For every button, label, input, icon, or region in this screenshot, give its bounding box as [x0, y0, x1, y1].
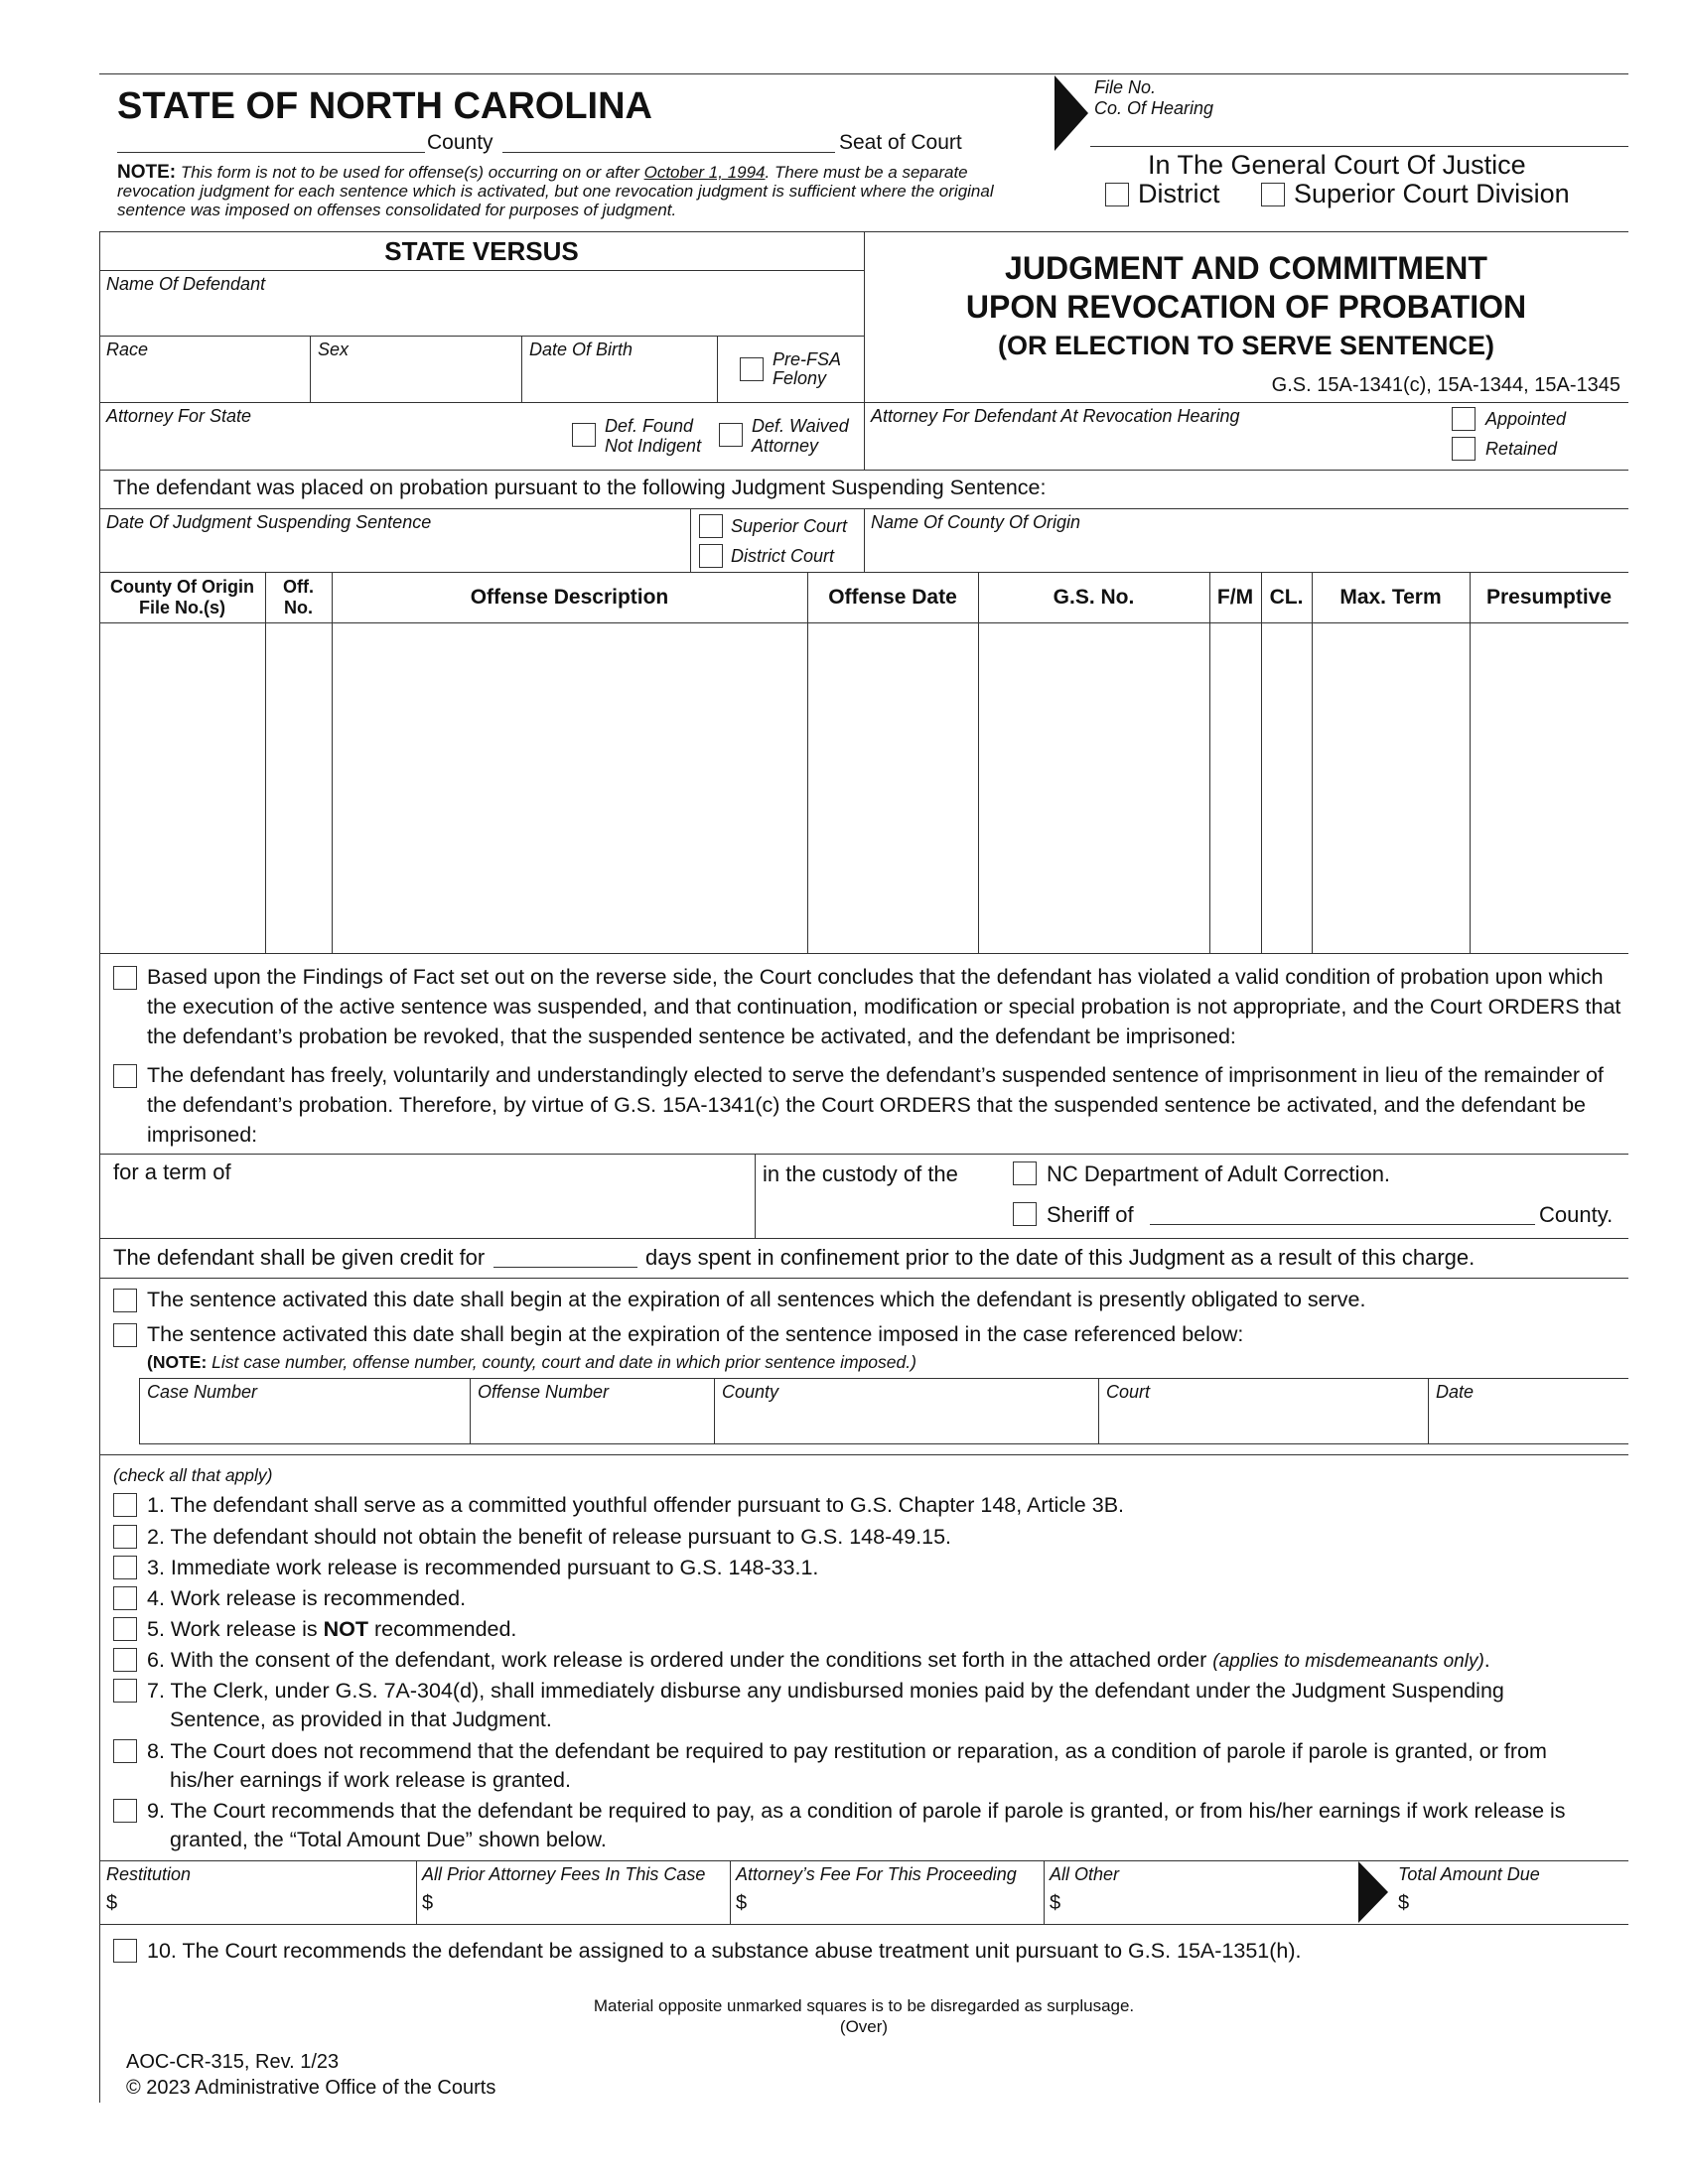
all-other-label: All Other	[1050, 1864, 1120, 1884]
condition-10-text: 10. The Court recommends the defendant be assigned to a substance abuse treatment unit pursuant to G.S. 15A-1351(h).	[147, 1939, 1302, 1963]
condition-2-checkbox[interactable]	[113, 1525, 137, 1549]
condition-5-text: 5. Work release is NOT recommended.	[147, 1617, 517, 1641]
over-note: (Over)	[839, 2017, 889, 2036]
begin-referenced-case-checkbox[interactable]	[113, 1323, 137, 1347]
district-checkbox[interactable]	[1105, 183, 1129, 206]
name-of-defendant-label: Name Of Defendant	[106, 274, 266, 294]
restitution-dollar[interactable]: $	[106, 1892, 118, 1914]
election-finding-text: The defendant has freely, voluntarily and understandingly elected to serve the defendant’s suspended sentence of imprisonment in lieu of the remainder of the defendant’s probation. Therefore, by virtue of G.S. 15A-1341(c) the Court ORDERS that the suspended sentence be activated, and the defendant be imprisoned:	[147, 1063, 1604, 1147]
nc-dac-checkbox[interactable]	[1013, 1161, 1037, 1185]
term-label: for a term of	[113, 1160, 231, 1184]
col-county-origin-1: County Of Origin	[110, 577, 254, 597]
form-id: AOC-CR-315, Rev. 1/23	[126, 2051, 340, 2073]
prior-date-label: Date	[1436, 1382, 1475, 1402]
def-found-label-1: Def. Found	[605, 416, 694, 436]
district-court-label: District Court	[731, 546, 835, 566]
def-waived-label-2: Attorney	[752, 436, 819, 456]
header-note-label: NOTE:	[117, 162, 177, 183]
condition-9-text: 9. The Court recommends that the defendant be required to pay, as a condition of parole if parole is granted, or from his/her earnings if work release is granted, the “Total Amount Due” shown below.	[147, 1799, 1566, 1851]
race-label: Race	[106, 340, 149, 359]
col-county-origin-2: File No.(s)	[138, 598, 225, 617]
def-waived-label-1: Def. Waived	[752, 416, 849, 436]
referenced-case-note: (NOTE: List case number, offense number, county, court and date in which prior sentence imposed.)	[147, 1352, 916, 1372]
form-title-line-1: JUDGMENT AND COMMITMENT	[1005, 250, 1487, 286]
retained-checkbox[interactable]	[1452, 437, 1476, 461]
seat-of-court-label: Seat of Court	[839, 131, 962, 154]
col-gs-no: G.S. No.	[1053, 586, 1135, 609]
condition-8-checkbox[interactable]	[113, 1739, 137, 1763]
co-of-hearing-label: Co. Of Hearing	[1094, 98, 1214, 118]
condition-6-text: 6. With the consent of the defendant, work release is ordered under the conditions set forth in the attached order (applies to misdemeanants only).	[147, 1648, 1490, 1672]
begin-all-sentences-text: The sentence activated this date shall begin at the expiration of all sentences which the defendant is presently obligated to serve.	[147, 1288, 1366, 1311]
pre-fsa-felony-checkbox[interactable]	[740, 357, 764, 381]
condition-3-text: 3. Immediate work release is recommended pursuant to G.S. 148-33.1.	[147, 1556, 819, 1579]
check-all-note: (check all that apply)	[113, 1465, 273, 1485]
state-versus-heading: STATE VERSUS	[384, 236, 579, 266]
retained-label: Retained	[1485, 439, 1558, 459]
superior-court-checkbox[interactable]	[699, 514, 723, 538]
county-label: County	[427, 131, 493, 154]
appointed-checkbox[interactable]	[1452, 407, 1476, 431]
col-cl: CL.	[1269, 586, 1304, 609]
total-amount-due-dollar[interactable]: $	[1398, 1892, 1410, 1914]
total-due-arrow-icon	[1358, 1861, 1388, 1923]
sex-label: Sex	[318, 340, 350, 359]
election-checkbox[interactable]	[113, 1064, 137, 1088]
date-of-birth-label: Date Of Birth	[529, 340, 633, 359]
condition-6-checkbox[interactable]	[113, 1648, 137, 1672]
credit-text-post: days spent in confinement prior to the date of this Judgment as a result of this charge.	[645, 1245, 1476, 1270]
probation-intro: The defendant was placed on probation pursuant to the following Judgment Suspending Sentence:	[113, 476, 1047, 499]
prior-attorney-fees-dollar[interactable]: $	[422, 1892, 434, 1914]
condition-10-checkbox[interactable]	[113, 1939, 137, 1963]
superior-division-checkbox[interactable]	[1261, 183, 1285, 206]
condition-1-text: 1. The defendant shall serve as a committed youthful offender pursuant to G.S. Chapter 148, Article 3B.	[147, 1493, 1125, 1517]
condition-9-checkbox[interactable]	[113, 1799, 137, 1823]
pre-fsa-label-2: Felony	[773, 368, 827, 388]
general-court-of-justice: In The General Court Of Justice	[1148, 150, 1526, 180]
credit-text-pre: The defendant shall be given credit for	[113, 1245, 486, 1270]
all-other-dollar[interactable]: $	[1050, 1892, 1061, 1914]
pre-fsa-label-1: Pre-FSA	[773, 349, 842, 369]
nc-dac-label: NC Department of Adult Correction.	[1047, 1161, 1391, 1186]
col-fm: F/M	[1216, 586, 1254, 609]
file-no-label: File No.	[1094, 77, 1157, 97]
col-max-term: Max. Term	[1339, 586, 1442, 609]
condition-1-checkbox[interactable]	[113, 1493, 137, 1517]
attorney-fee-dollar[interactable]: $	[736, 1892, 748, 1914]
appointed-label: Appointed	[1485, 409, 1567, 429]
date-of-judgment-label: Date Of Judgment Suspending Sentence	[106, 512, 432, 532]
district-court-checkbox[interactable]	[699, 544, 723, 568]
custody-label: in the custody of the	[763, 1161, 958, 1186]
begin-all-sentences-checkbox[interactable]	[113, 1289, 137, 1312]
col-offense-date: Offense Date	[828, 586, 957, 609]
def-found-not-indigent-checkbox[interactable]	[572, 423, 596, 447]
county-of-origin-label: Name Of County Of Origin	[871, 512, 1081, 532]
attorney-for-state-label: Attorney For State	[106, 406, 252, 426]
begin-referenced-case-text: The sentence activated this date shall begin at the expiration of the sentence imposed in the case referenced below:	[147, 1322, 1244, 1346]
condition-4-checkbox[interactable]	[113, 1586, 137, 1610]
prior-court-label: Court	[1106, 1382, 1151, 1402]
offense-number-label: Offense Number	[478, 1382, 610, 1402]
name-of-defendant-field[interactable]	[101, 296, 862, 334]
attorney-for-defendant-label: Attorney For Defendant At Revocation Hearing	[871, 406, 1240, 426]
sheriff-county-suffix: County.	[1539, 1202, 1614, 1227]
offense-table-body[interactable]	[101, 625, 1626, 951]
statute-references: G.S. 15A-1341(c), 15A-1344, 15A-1345	[1271, 374, 1620, 396]
header-note: NOTE: This form is not to be used for offense(s) occurring on or after October 1, 1994. There must be a separate revocation judgment for each sentence which is activated, but one revocation judgment is sufficient where the original sentence was imposed on offenses consolidated for purposes of judgment.	[117, 162, 994, 219]
prior-county-label: County	[722, 1382, 779, 1402]
superior-court-label: Superior Court	[731, 516, 848, 536]
sheriff-label: Sheriff of	[1047, 1202, 1134, 1227]
restitution-label: Restitution	[106, 1864, 192, 1884]
superior-division-label: Superior Court Division	[1294, 179, 1570, 208]
condition-5-checkbox[interactable]	[113, 1617, 137, 1641]
district-label: District	[1138, 179, 1220, 208]
col-off-no-1: Off.	[283, 577, 314, 597]
def-waived-attorney-checkbox[interactable]	[719, 423, 743, 447]
state-title: STATE OF NORTH CAROLINA	[117, 85, 652, 127]
violation-finding-text: Based upon the Findings of Fact set out on the reverse side, the Court concludes that the defendant has violated a valid condition of probation upon which the execution of the active sentence was suspended, and that continuation, modification or special probation is not appropriate, and the Court ORDERS that the defendant’s probation be revoked, that the suspended sentence be activated, and the defendant be imprisoned:	[147, 965, 1621, 1048]
col-presumptive: Presumptive	[1485, 586, 1613, 609]
total-amount-due-label: Total Amount Due	[1398, 1864, 1540, 1884]
cutoff-date: October 1, 1994	[643, 163, 766, 182]
condition-3-checkbox[interactable]	[113, 1556, 137, 1579]
prior-attorney-fees-label: All Prior Attorney Fees In This Case	[422, 1864, 706, 1884]
copyright: © 2023 Administrative Office of the Courts	[126, 2077, 496, 2099]
sheriff-checkbox[interactable]	[1013, 1202, 1037, 1226]
attorney-fee-label: Attorney’s Fee For This Proceeding	[736, 1864, 1017, 1884]
form-title-line-3: (OR ELECTION TO SERVE SENTENCE)	[997, 331, 1495, 360]
condition-4-text: 4. Work release is recommended.	[147, 1586, 467, 1610]
file-no-arrow-icon	[1055, 75, 1088, 151]
condition-2-text: 2. The defendant should not obtain the benefit of release pursuant to G.S. 148-49.15.	[147, 1525, 952, 1549]
condition-8-text: 8. The Court does not recommend that the defendant be required to pay restitution or reparation, as a condition of parole if parole is granted, or from his/her earnings if work release is granted.	[147, 1739, 1547, 1792]
surplusage-note: Material opposite unmarked squares is to be disregarded as surplusage.	[593, 1996, 1135, 2015]
form-title-line-2: UPON REVOCATION OF PROBATION	[965, 289, 1527, 325]
violation-checkbox[interactable]	[113, 966, 137, 990]
col-off-no-2: No.	[284, 598, 313, 617]
case-number-label: Case Number	[147, 1382, 258, 1402]
def-found-label-2: Not Indigent	[605, 436, 702, 456]
condition-7-checkbox[interactable]	[113, 1679, 137, 1703]
col-offense-description: Offense Description	[470, 586, 669, 609]
condition-7-text: 7. The Clerk, under G.S. 7A-304(d), shall immediately disburse any undisbursed monies paid by the defendant under the Judgment Suspending Sentence, as provided in that Judgment.	[147, 1679, 1504, 1731]
